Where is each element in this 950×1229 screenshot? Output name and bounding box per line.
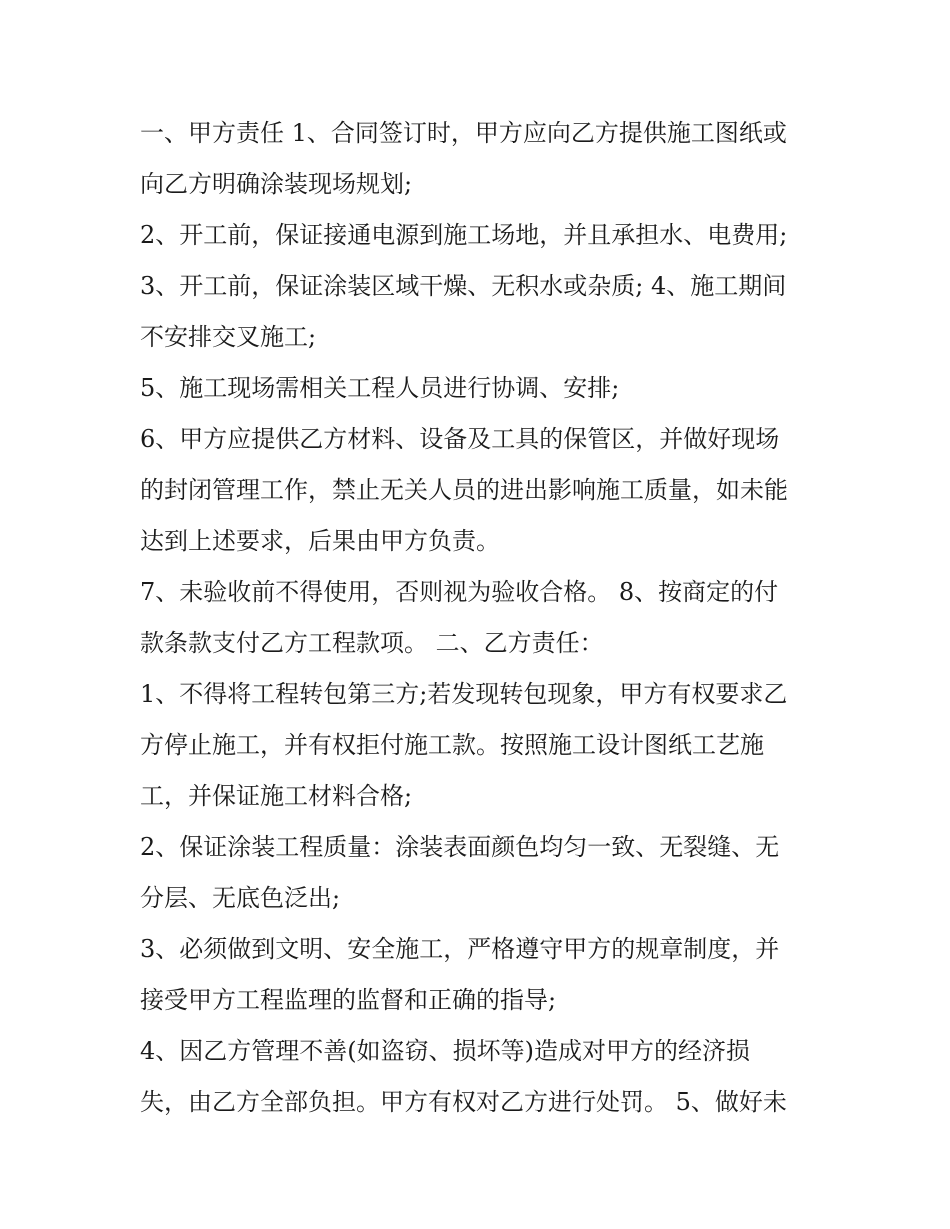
document-line: 7、未验收前不得使用，否则视为验收合格。 8、按商定的付 xyxy=(140,578,779,606)
document-line: 方停止施工，并有权拒付施工款。按照施工设计图纸工艺施 xyxy=(140,731,764,759)
document-line: 1、不得将工程转包第三方;若发现转包现象，甲方有权要求乙 xyxy=(140,680,788,708)
document-line: 工，并保证施工材料合格; xyxy=(140,782,413,810)
document-line: 接受甲方工程监理的监督和正确的指导; xyxy=(140,986,557,1014)
document-body xyxy=(140,108,830,1128)
document-line: 达到上述要求，后果由甲方负责。 xyxy=(140,527,500,555)
document-line: 向乙方明确涂装现场规划; xyxy=(140,170,413,198)
document-line: 分层、无底色泛出; xyxy=(140,884,341,912)
document-line: 不安排交叉施工; xyxy=(140,323,317,351)
document-line: 2、开工前，保证接通电源到施工场地，并且承担水、电费用; xyxy=(140,221,788,249)
document-line: 5、施工现场需相关工程人员进行协调、安排; xyxy=(140,374,620,402)
document-line: 2、保证涂装工程质量：涂装表面颜色均匀一致、无裂缝、无 xyxy=(140,833,780,861)
document-line: 的封闭管理工作，禁止无关人员的进出影响施工质量，如未能 xyxy=(140,476,788,504)
document-line: 3、必须做到文明、安全施工，严格遵守甲方的规章制度，并 xyxy=(140,935,780,963)
document-line: 款条款支付乙方工程款项。 二、乙方责任： xyxy=(140,629,604,657)
document-line: 4、因乙方管理不善(如盗窃、损坏等)造成对甲方的经济损 xyxy=(140,1037,750,1065)
document-line: 3、开工前，保证涂装区域干燥、无积水或杂质; 4、施工期间 xyxy=(140,272,787,300)
document-line: 失，由乙方全部负担。甲方有权对乙方进行处罚。 5、做好未 xyxy=(140,1088,787,1116)
document-line: 6、甲方应提供乙方材料、设备及工具的保管区，并做好现场 xyxy=(140,425,780,453)
document-line: 一、甲方责任 1、合同签订时，甲方应向乙方提供施工图纸或 xyxy=(140,119,787,147)
